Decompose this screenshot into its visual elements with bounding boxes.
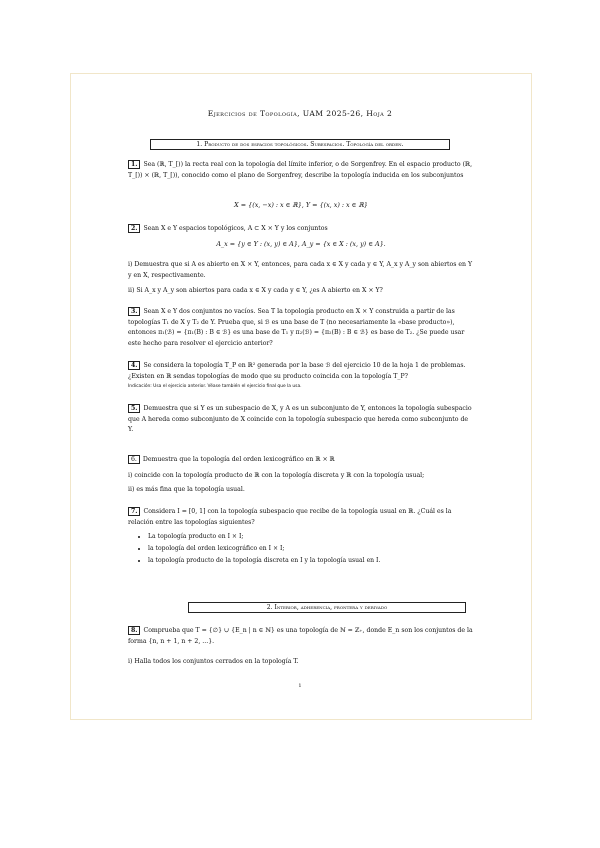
exercise-4-hint: Indicación: Usa el ejercicio anterior. Véase también el ejercicio final que la usa. <box>128 384 302 389</box>
exercise-8-part-i: i) Halla todos los conjuntos cerrados en la topología T. <box>128 658 299 665</box>
exercise-6-part-ii: ii) es más fina que la topología usual. <box>128 486 245 493</box>
page-number: 1 <box>298 683 302 689</box>
exercise-1 <box>128 160 474 181</box>
section-2-heading: 2. Interior, adherencia, frontera y derivado <box>188 602 466 613</box>
exercise-number: 6. <box>128 455 140 464</box>
exercise-number: 4. <box>128 361 140 370</box>
list-item: • La topología producto en I × I; <box>148 531 478 543</box>
exercise-3 <box>128 307 474 349</box>
exercise-text: Sea (ℝ, T_[)) la recta real con la topología del límite inferior, o de Sorgenfrey. En el espacio producto (ℝ, T_[)) × (ℝ, T_[)), conocido como el plano de Sorgenfrey, describe la topología inducida en los subconjuntos <box>128 161 473 179</box>
exercise-text: Demuestra que si Y es un subespacio de X, y A es un subconjunto de Y, entonces la topología subespacio que A hereda como subconjunto de X coincide con la topología subespacio que hereda como subconjunto de Y. <box>128 405 472 434</box>
exercise-5 <box>128 404 474 436</box>
exercise-text: Considera I = [0, 1] con la topología subespacio que recibe de la topología usual en ℝ. ¿Cuál es la relación entre las topologías siguientes? <box>128 508 452 526</box>
exercise-7-list <box>136 531 478 568</box>
exercise-text: Sean X e Y dos conjuntos no vacíos. Sea T la topología producto en X × Y construida a partir de las topologías T₁ de X y T₂ de Y. Prueba que, si ℬ es una base de T (no necesariamente la «base producto»), entonces π₁(ℬ) = {π₁(B) : B ∈ ℬ} es una base de T₁ y π₂(ℬ) = {π₂(B) : B ∈ ℬ} es base de T₂. ¿Se puede usar este hecho para resolver el ejercicio anterior? <box>128 308 465 347</box>
exercise-number: 5. <box>128 404 140 413</box>
exercise-6 <box>128 455 474 466</box>
exercise-1-display: X = {(x, −x) : x ∈ ℝ}, Y = {(x, x) : x ∈ ℝ} <box>234 201 368 209</box>
exercise-number: 1. <box>128 160 140 169</box>
exercise-text: Comprueba que T = {∅} ∪ {E_n | n ∈ ℕ} es una topología de ℕ = ℤ₊, donde E_n son los conjuntos de la forma {n, n + 1, n + 2, ...}. <box>128 627 473 645</box>
exercise-2-part-i: i) Demuestra que si A es abierto en X × Y, entonces, para cada x ∈ X y cada y ∈ Y, A_x y A_y son abiertos en Y y en X, respectivamente. <box>128 261 473 279</box>
exercise-6-part-i: i) coincide con la topología producto de ℝ con la topología discreta y ℝ con la topología usual; <box>128 472 425 479</box>
exercise-number: 2. <box>128 224 140 233</box>
exercise-2-part-ii: ii) Si A_x y A_y son abiertos para cada x ∈ X y cada y ∈ Y, ¿es A abierto en X × Y? <box>128 287 383 294</box>
exercise-number: 3. <box>128 307 140 316</box>
exercise-8 <box>128 626 474 647</box>
exercise-2-display: A_x = {y ∈ Y : (x, y) ∈ A}, A_y = {x ∈ X : (x, y) ∈ A}. <box>216 240 386 248</box>
exercise-number: 8. <box>128 626 140 635</box>
exercise-4 <box>128 361 474 382</box>
exercise-2 <box>128 224 474 235</box>
exercise-number: 7. <box>128 507 140 516</box>
document-title: Ejercicios de Topología, UAM 2025-26, Hoja 2 <box>207 109 393 118</box>
exercise-text: Demuestra que la topología del orden lexicográfico en ℝ × ℝ <box>142 456 335 463</box>
section-1-heading: 1. Producto de dos espacios topológicos. Subespacios. Topología del orden. <box>150 139 450 150</box>
list-item: • la topología del orden lexicográfico en I × I; <box>148 543 478 555</box>
list-item: • la topología producto de la topología discreta en I y la topología usual en I. <box>148 555 478 567</box>
exercise-text: Se considera la topología T_P en ℝ² generada por la base ℬ del ejercicio 10 de la hoja 1 de problemas. ¿Existen en ℝ sendas topologías de modo que su producto coincida con la topología T_P? <box>128 362 466 380</box>
exercise-text: Sean X e Y espacios topológicos, A ⊂ X × Y y los conjuntos <box>143 225 328 232</box>
exercise-7 <box>128 507 474 528</box>
